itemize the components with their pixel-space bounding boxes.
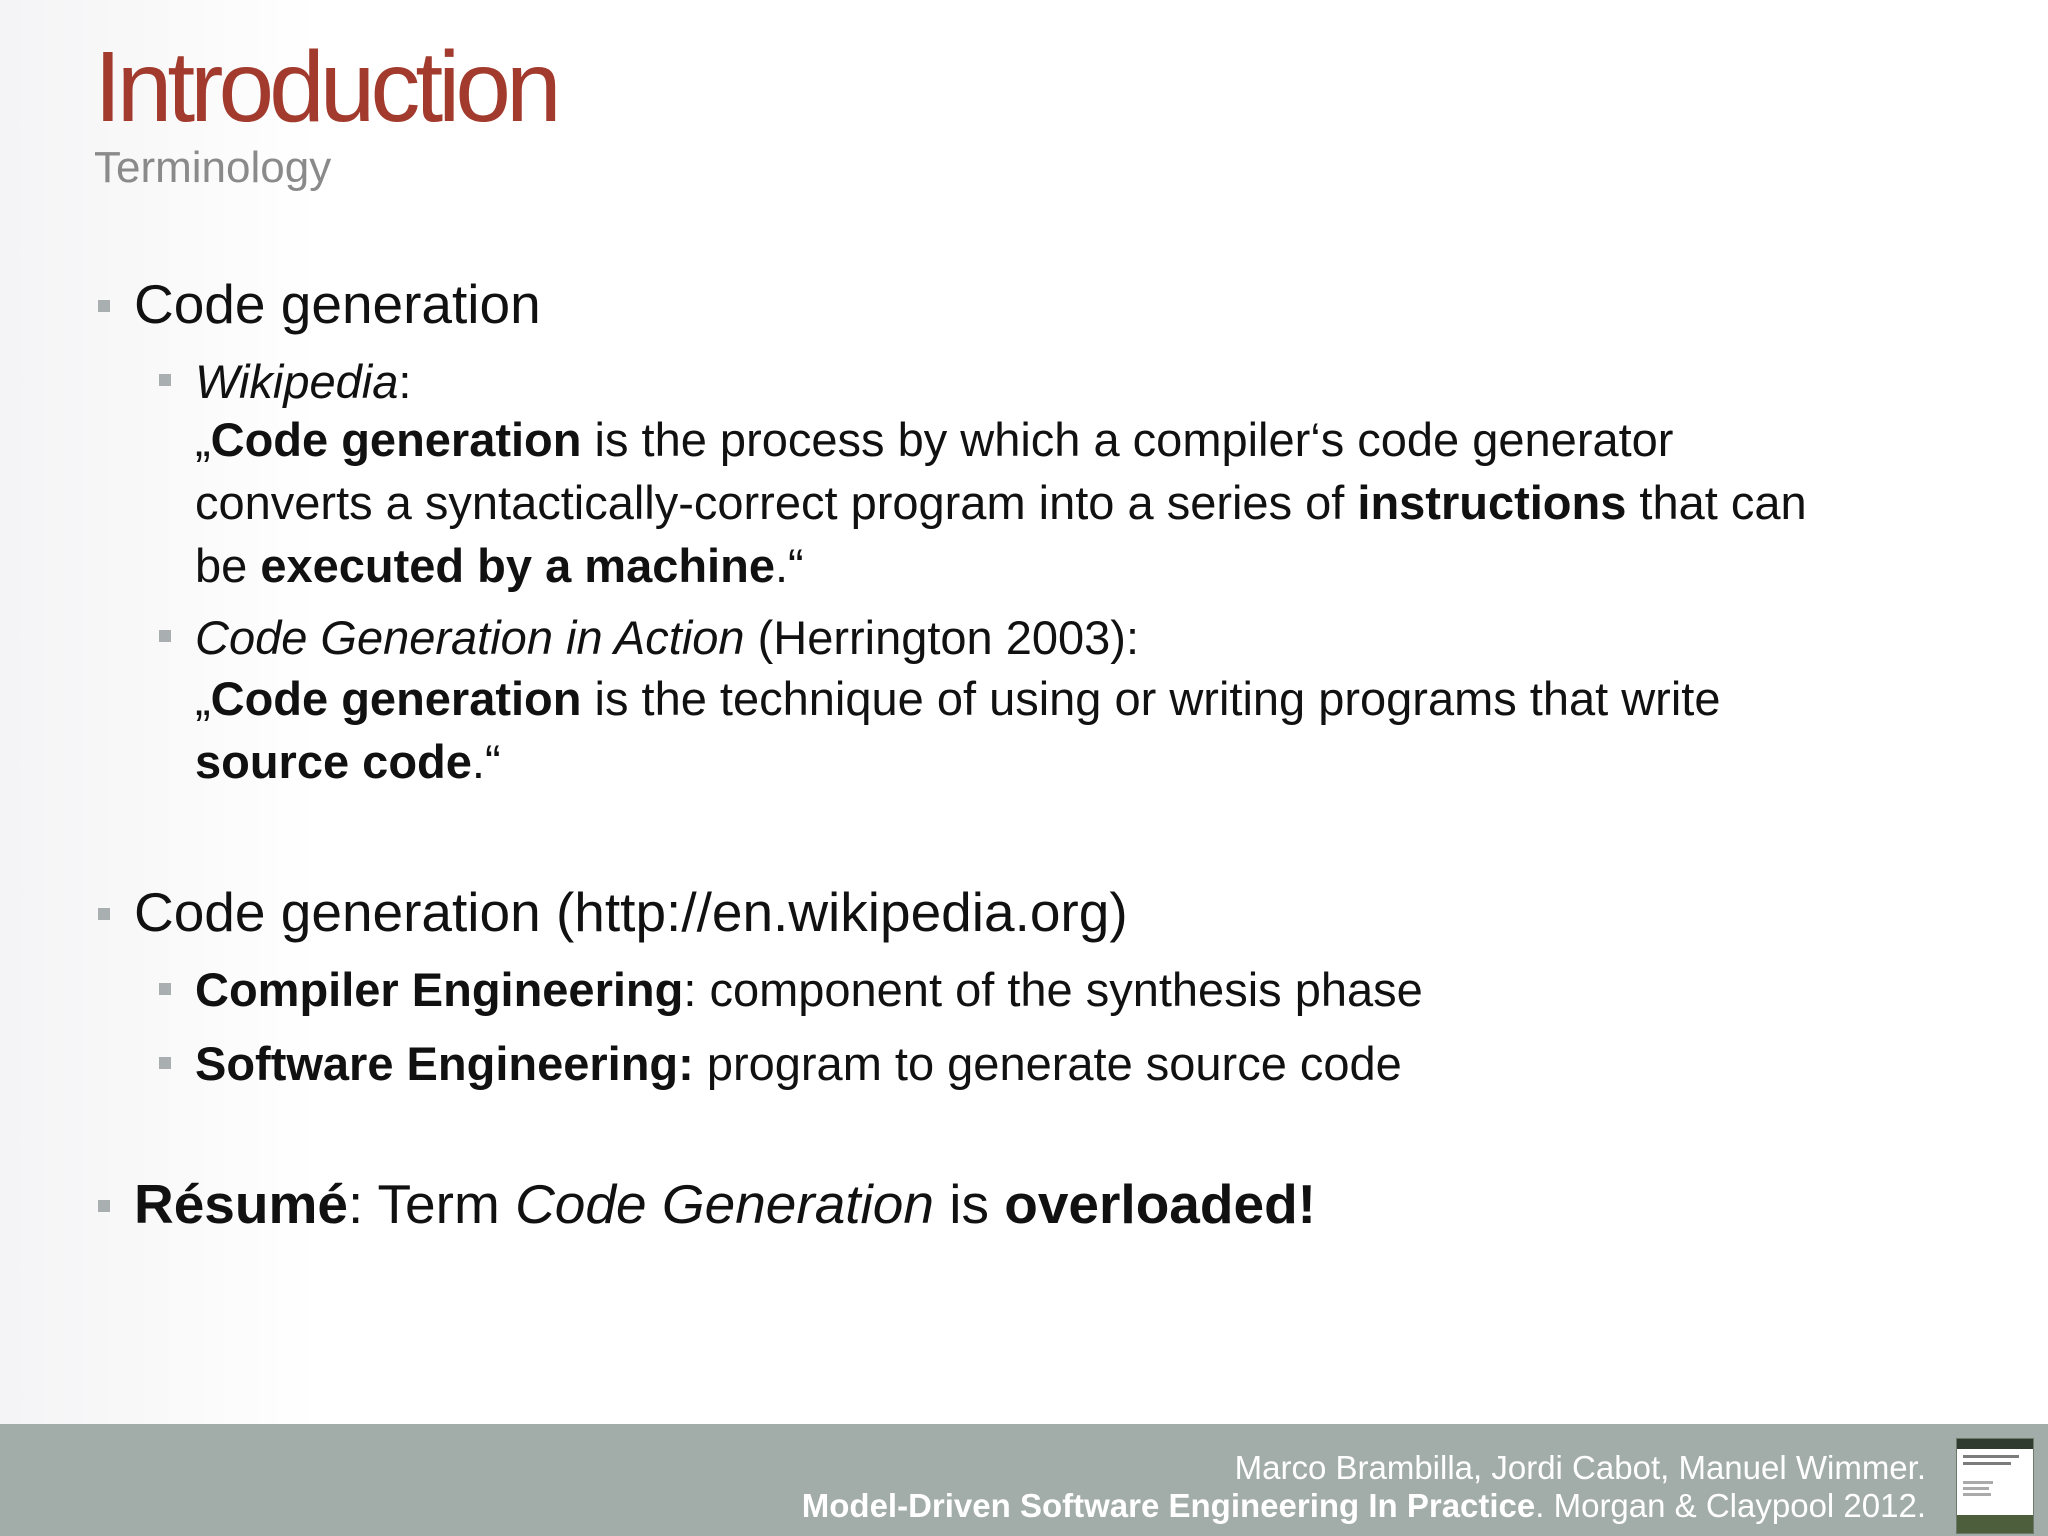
wikipedia-quote-line3: be executed by a machine.“ [195,539,804,592]
bullet-square-icon [98,908,110,920]
wikipedia-source-line: Wikipedia: [195,355,412,408]
wikipedia-quote-line2: converts a syntactically-correct program into a series of instructions that can [195,476,1807,529]
book-cover-icon [1956,1438,2034,1534]
footer-book-title: Model-Driven Software Engineering In Practice [801,1487,1536,1524]
bullet-square-icon [98,300,110,312]
herrington-source-line: Code Generation in Action (Herrington 2003): [195,611,1140,664]
bullet-square-icon [159,374,171,386]
source-name: Wikipedia [195,355,399,408]
section2-heading: Code generation (http://en.wikipedia.org) [134,881,1128,943]
wikipedia-quote-line1: „Code generation is the process by which a compiler‘s code generator [195,413,1674,466]
footer-citation: Model-Driven Software Engineering In Practice. Morgan & Claypool 2012. [801,1487,1926,1524]
bullet-square-icon [159,630,171,642]
slide-title: Introduction [94,31,557,143]
compiler-engineering-line: Compiler Engineering: component of the synthesis phase [195,963,1423,1016]
software-engineering-line: Software Engineering: program to generate source code [195,1037,1402,1090]
footer-authors: Marco Brambilla, Jordi Cabot, Manuel Wimmer. [1234,1449,1926,1486]
bullet-square-icon [159,983,171,995]
bullet-square-icon [159,1057,171,1069]
quote-term: Code generation [210,672,582,725]
source-name: Code Generation in Action [195,611,745,664]
resume-line: Résumé: Term Code Generation is overloaded! [134,1173,1316,1235]
slide-subtitle: Terminology [94,143,332,192]
quote-term: Code generation [210,413,582,466]
herrington-quote-line1: „Code generation is the technique of using or writing programs that write [195,672,1721,725]
slide-footer [0,1424,2048,1536]
herrington-quote-line2: source code.“ [195,735,501,788]
bullet-square-icon [98,1200,110,1212]
section1-heading: Code generation [134,273,541,335]
